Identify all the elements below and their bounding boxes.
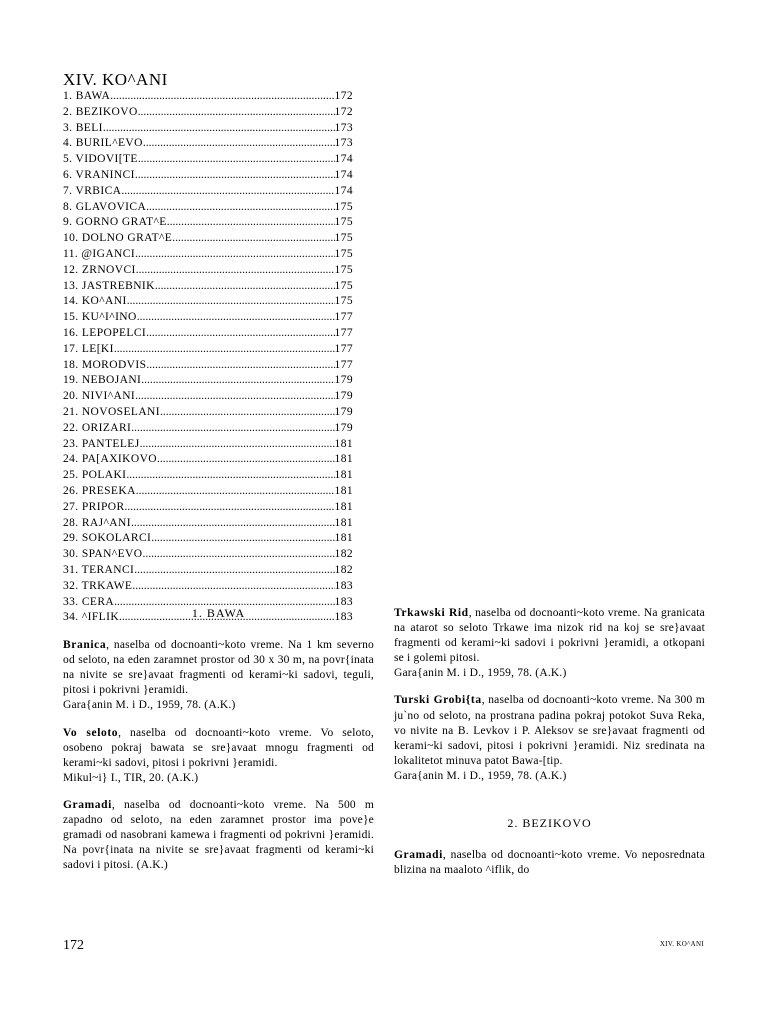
toc-entry: 30. SPAN^EVO ..... 182 — [63, 547, 353, 563]
toc-entry: 34. ^IFLIK ..... 183 — [63, 610, 353, 626]
entry-reference: Gara{anin M. i D., 1959, 78. (A.K.) — [394, 769, 567, 782]
toc-entry: 11. @IGANCI ..... 175 — [63, 247, 353, 263]
running-head: XIV. KO^ANI — [659, 940, 704, 948]
right-column — [394, 606, 705, 890]
toc-entry: 12. ZRNOVCI ..... 175 — [63, 263, 353, 279]
entry-term: Trkawski Rid — [394, 607, 469, 619]
toc-entry: 25. POLAKI ..... 181 — [63, 468, 353, 484]
entry-reference: Gara{anin M. i D., 1959, 78. (A.K.) — [394, 667, 567, 680]
entry-term: Turski Grobi{ta — [394, 694, 482, 707]
section-heading-bawa: 1. BAWA — [191, 606, 246, 620]
entry-text: , naselba od docnoanti~koto vreme. Na 500 m zapadno od seloto, na eden zaramnet prostor ima pove}e gramadi od nasobrani kamewa i fragmenti od pokrivni }eramidi. Na povr{inata na nivite se sre}avaat fragmenti od kerami~ki sadovi i pitosi. (A.K.) — [63, 798, 374, 872]
entry-term: Gramadi — [394, 849, 443, 862]
entry-term: Vo seloto — [63, 726, 119, 739]
toc-entry: 27. PRIPOR ..... 181 — [63, 500, 353, 516]
entry-turski-grobista — [394, 693, 705, 784]
toc-entry: 32. TRKAWE ..... 183 — [63, 579, 353, 595]
entry-vo-seloto — [63, 726, 374, 786]
toc-entry: 21. NOVOSELANI ..... 179 — [63, 405, 353, 421]
toc-entry: 8. GLAVOVICA ..... 175 — [63, 200, 353, 216]
toc-entry: 28. RAJ^ANI ..... 181 — [63, 516, 353, 532]
toc-entry: 7. VRBICA ..... 174 — [63, 184, 353, 200]
toc-entry: 14. KO^ANI ..... 175 — [63, 294, 353, 310]
left-column — [63, 606, 374, 885]
toc-entry: 3. BELI ..... 173 — [63, 121, 353, 137]
entry-text: , naselba od docnoanti~koto vreme. Na 300 m ju`no od seloto, na prostrana padina pokraj potokot Suva Reka, vo nivite na B. Levkov i P. Aleksov se sre}avaat fragmenti od kerami~ki sadovi, pitosi i pokrivni }eramidi. Niz sredinata na lokalitetot minuva patot Bawa-[tip. — [394, 694, 705, 767]
entry-term: Branica — [63, 639, 107, 652]
toc-entry: 20. NIVI^ANI ..... 179 — [63, 389, 353, 405]
entry-reference: Gara{anin M. i D., 1959, 78. (A.K.) — [63, 699, 236, 712]
entry-reference: Mikul~i} I., TIR, 20. (A.K.) — [63, 771, 199, 784]
entry-text: , naselba od docnoanti~koto vreme. Vo seloto, osobeno pokraj bawata se sre}avaat mnogu fragmenti od kerami~ki sadovi, pitosi i pokrivni }eramidi. — [63, 726, 374, 769]
toc-entry: 5. VIDOVI[TE ..... 174 — [63, 152, 353, 168]
toc-entry: 15. KU^I^INO ..... 177 — [63, 310, 353, 326]
table-of-contents — [63, 89, 353, 626]
toc-entry: 23. PANTELEJ ..... 181 — [63, 437, 353, 453]
page-title: XIV. KO^ANI — [63, 70, 168, 89]
toc-entry: 22. ORIZARI ..... 179 — [63, 421, 353, 437]
toc-entry: 16. LEPOPELCI ..... 177 — [63, 326, 353, 342]
toc-entry: 13. JASTREBNIK ..... 175 — [63, 279, 353, 295]
entry-gramadi-bezikovo — [394, 848, 705, 878]
toc-entry: 6. VRANINCI ..... 174 — [63, 168, 353, 184]
toc-entry: 9. GORNO GRAT^E ..... 175 — [63, 215, 353, 231]
toc-entry: 18. MORODVIS ..... 177 — [63, 358, 353, 374]
toc-entry: 4. BURIL^EVO ..... 173 — [63, 136, 353, 152]
toc-entry: 10. DOLNO GRAT^E ..... 175 — [63, 231, 353, 247]
entry-trkawski-rid — [394, 606, 705, 681]
page-number: 172 — [63, 938, 84, 953]
entry-branica — [63, 638, 374, 713]
entry-text: , naselba od docnoanti~koto vreme. Vo neposrednata blizina na maaloto ^iflik, do — [394, 849, 705, 877]
toc-entry: 19. NEBOJANI ..... 179 — [63, 373, 353, 389]
toc-entry: 31. TERANCI ..... 182 — [63, 563, 353, 579]
toc-entry: 26. PRESEKA ..... 181 — [63, 484, 353, 500]
toc-entry: 33. CERA ..... 183 — [63, 595, 353, 611]
entry-gramadi — [63, 798, 374, 873]
toc-entry: 24. PA[AXIKOVO ..... 181 — [63, 452, 353, 468]
section-heading-bezikovo: 2. BEZIKOVO — [507, 816, 592, 831]
toc-entry: 17. LE[KI ..... 177 — [63, 342, 353, 358]
entry-text: , naselba od docnoanti~koto vreme. Na granicata na atarot so seloto Trkawe ima nizok rid na koj se sre}avaat fragmenti od kerami~ki sadovi i pokrivni }eramidi, a otkopani se i golemi pitosi. — [394, 607, 705, 665]
toc-entry: 2. BEZIKOVO ..... 172 — [63, 105, 353, 121]
toc-entry: 1. BAWA ..... 172 — [63, 89, 353, 105]
toc-entry: 29. SOKOLARCI ..... 181 — [63, 531, 353, 547]
entry-term: Gramadi — [63, 798, 112, 811]
entry-text: , naselba od docnoanti~koto vreme. Na 1 km severno od seloto, na eden zaramnet prostor od 30 x 30 m, na povr{inata na nivite se sre}avaat fragmenti od kerami~ki sadovi, teguli, pitosi i pokrivni }eramidi. — [63, 639, 374, 697]
